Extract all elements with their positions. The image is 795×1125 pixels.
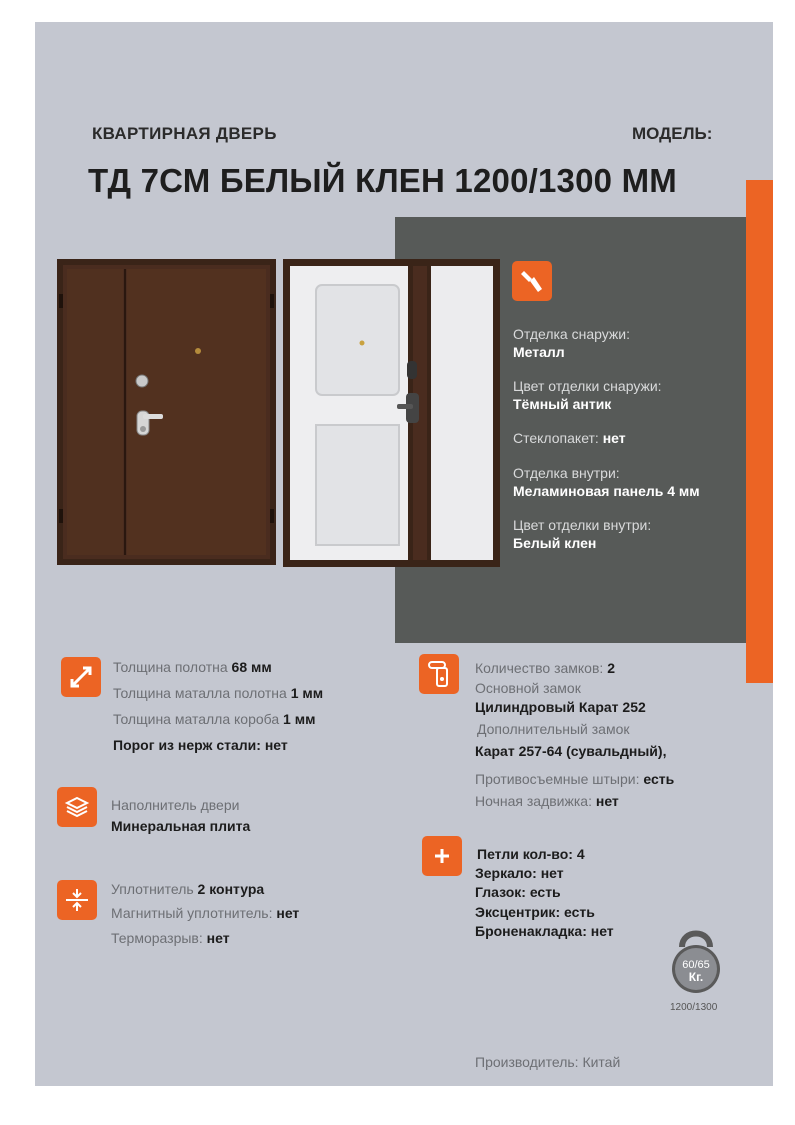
magnetic-seal-label: Магнитный уплотнитель: [111, 905, 273, 921]
metal-frame-label: Толщина маталла короба [113, 711, 280, 727]
eccentric-row [475, 904, 595, 920]
glass-row [513, 430, 626, 446]
inside-finish-value: Меламиновая панель 4 мм [513, 483, 700, 499]
resize-arrows-icon [61, 657, 101, 697]
anti-removal-pins-row [475, 771, 674, 787]
lock-count-value: 2 [607, 660, 615, 676]
peephole-value: есть [529, 884, 561, 900]
glass-label: Стеклопакет: [513, 430, 599, 446]
inside-color-label: Цвет отделки внутри: [513, 517, 652, 533]
lock-count-label: Количество замков: [475, 660, 604, 676]
peephole-row [475, 884, 561, 900]
filler-value: Минеральная плита [111, 818, 251, 834]
lock-count-row [475, 660, 615, 676]
thermal-break-row [111, 930, 230, 946]
extra-lock-label: Дополнительный замок [477, 721, 630, 737]
mirror-label: Зеркало: [475, 865, 537, 881]
metal-leaf-row [113, 685, 323, 701]
night-latch-label: Ночная задвижка: [475, 793, 592, 809]
extra-lock-value: Карат 257-64 (сувальдный), [475, 743, 667, 759]
eccentric-value: есть [564, 904, 595, 920]
main-lock-label: Основной замок [475, 680, 581, 696]
hinges-label: Петли кол-во: [477, 846, 573, 862]
peephole-label: Глазок: [475, 884, 526, 900]
model-label: МОДЕЛЬ: [632, 124, 713, 143]
anti-removal-pins-label: Противосъемные штыри: [475, 771, 640, 787]
metal-leaf-value: 1 мм [290, 685, 324, 701]
compress-icon [57, 880, 97, 920]
seal-label: Уплотнитель [111, 881, 194, 897]
manufacturer: Производитель: Китай [475, 1054, 621, 1070]
threshold-label: Порог из нерж стали: [113, 737, 261, 753]
brush-icon [512, 261, 552, 301]
anti-removal-pins-value: есть [643, 771, 675, 787]
mirror-value: нет [540, 865, 564, 881]
glass-value: нет [602, 430, 626, 446]
leaf-thickness-label: Толщина полотна [113, 659, 228, 675]
plus-icon [422, 836, 462, 876]
metal-frame-value: 1 мм [283, 711, 316, 727]
layers-icon [57, 787, 97, 827]
outside-color-label: Цвет отделки снаружи: [513, 378, 662, 394]
night-latch-row [475, 793, 619, 809]
main-lock-value: Цилиндровый Карат 252 [475, 699, 646, 715]
metal-frame-row [113, 711, 315, 727]
weight-kettlebell-icon [666, 925, 726, 995]
armor-plate-value: нет [590, 923, 614, 939]
metal-leaf-label: Толщина маталла полотна [113, 685, 287, 701]
hinges-row [477, 846, 585, 862]
weight-value: 60/65 [682, 959, 710, 971]
eccentric-label: Эксцентрик: [475, 904, 561, 920]
filler-label: Наполнитель двери [111, 797, 240, 813]
weight-size: 1200/1300 [670, 1002, 718, 1013]
outside-finish-label: Отделка снаружи: [513, 326, 630, 342]
accent-bar [746, 180, 773, 683]
thermal-break-label: Терморазрыв: [111, 930, 203, 946]
inside-color-value: Белый клен [513, 535, 597, 551]
weight-unit: Кг. [688, 970, 704, 984]
leaf-thickness-row [113, 659, 272, 675]
seal-row [111, 881, 264, 897]
thermal-break-value: нет [206, 930, 230, 946]
armor-plate-row [475, 923, 614, 939]
threshold-value: нет [264, 737, 288, 753]
outside-finish-value: Металл [513, 344, 565, 360]
seal-value: 2 контура [197, 881, 265, 897]
inside-door-image [283, 259, 500, 567]
night-latch-value: нет [595, 793, 619, 809]
magnetic-seal-value: нет [276, 905, 300, 921]
leaf-thickness-value: 68 мм [231, 659, 272, 675]
threshold-row [113, 737, 288, 753]
outside-color-value: Тёмный антик [513, 396, 612, 412]
outside-door-image [57, 259, 276, 565]
mirror-row [475, 865, 564, 881]
armor-plate-label: Броненакладка: [475, 923, 587, 939]
magnetic-seal-row [111, 905, 299, 921]
page-title: ТД 7СМ БЕЛЫЙ КЛЕН 1200/1300 ММ [88, 162, 677, 199]
door-category: КВАРТИРНАЯ ДВЕРЬ [92, 124, 277, 143]
inside-finish-label: Отделка внутри: [513, 465, 620, 481]
hinges-value: 4 [576, 846, 585, 862]
door-handle-icon [419, 654, 459, 694]
